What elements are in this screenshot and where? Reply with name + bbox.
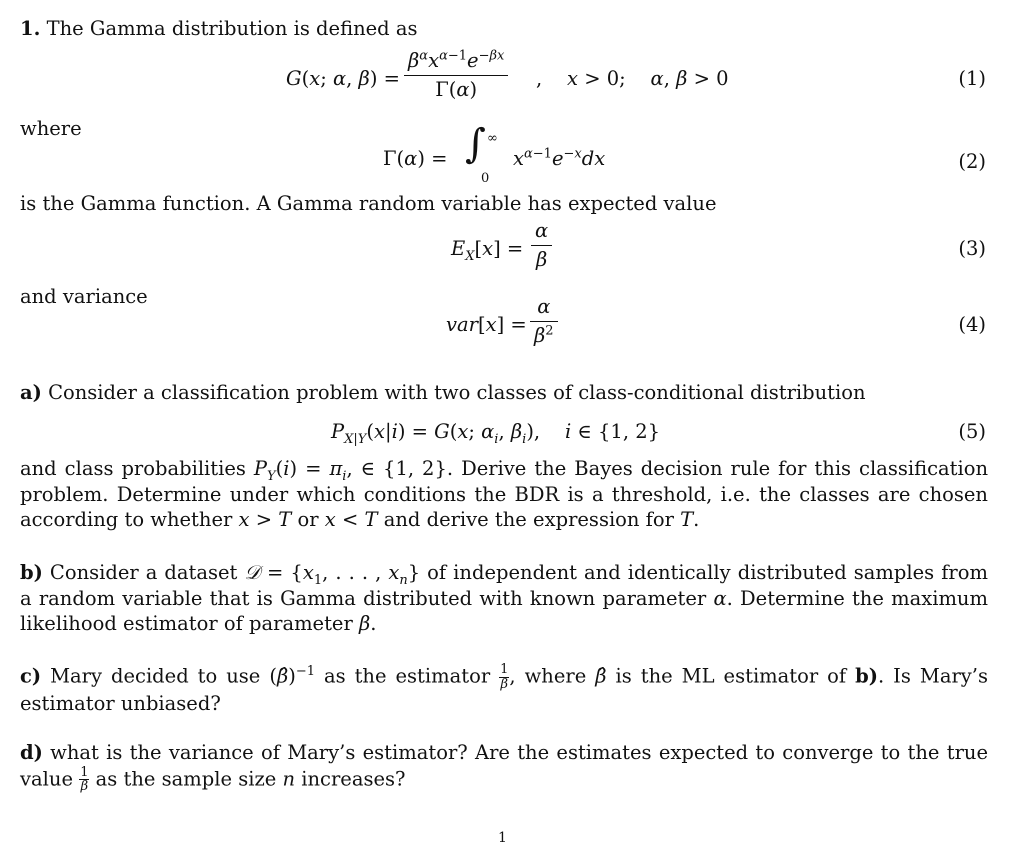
eq3-lhs: $E_X[x]$ = xyxy=(451,237,524,264)
eq3-fraction xyxy=(531,218,552,272)
part-d: d) what is the variance of Mary’s estimator? Are the estimates expected to converge to the true value $\frac{1}{\beta}$ as the sample size n increases? xyxy=(20,741,988,795)
part-b: b) Consider a dataset 𝒟 = {$x_1$, . . . , $x_n$} of independent and identically distributed samples from a random variable that is Gamma distributed with known parameter α. Determine the maximum likelihood estimator of parameter β. xyxy=(20,561,988,636)
eq4-fraction xyxy=(530,294,558,348)
eq1-number: (1) xyxy=(958,67,986,90)
eq3-number: (3) xyxy=(958,237,986,260)
eq2-lower-limit: 0 xyxy=(481,171,490,186)
part-a-text1: Consider a classification problem with two classes of class-conditional distribution xyxy=(48,381,866,404)
part-a-text2: and class probabilities $P_Y(i) = \pi_i$, ∈ {1, 2}. Derive the Bayes decision rule for this classification problem. Determine under which conditions the BDR is a threshold, i.e. the classes are chosen according to whether x > T or x < T and derive the expression for T. xyxy=(20,457,989,532)
eq4-lhs: var[x] = xyxy=(446,313,527,336)
eq1-denominator: Γ(α) xyxy=(435,77,478,101)
eq5-number: (5) xyxy=(958,420,986,443)
eq1-condition: , x > 0; α, β > 0 xyxy=(536,67,729,90)
eq1-numerator: $\beta^\alpha x^{\alpha-1}e^{-\beta x}$ xyxy=(404,48,508,76)
integral-sign: ∫ xyxy=(465,121,486,167)
eq1-fraction xyxy=(404,48,508,102)
part-c: c) Mary decided to use (β̂)$^{-1}$ as the estimator $\frac{1}{\beta}$ , where β̂ is the ML estimator of b). Is Mary’s estimator unbiased? xyxy=(20,662,989,716)
part-a-label: a) xyxy=(20,381,42,404)
one-over-beta-2: $\frac{1}{\beta}$ xyxy=(80,764,89,795)
eq2-lhs: Γ(α) = xyxy=(383,147,448,170)
part-b-label: b) xyxy=(20,561,43,584)
intro-text: The Gamma distribution is defined as xyxy=(46,17,418,40)
page-number: 1 xyxy=(498,830,507,846)
problem-intro xyxy=(20,16,988,42)
equation-1 xyxy=(286,50,986,106)
gamma-function-text: is the Gamma function. A Gamma random variable has expected value xyxy=(20,192,717,215)
one-over-beta: $\frac{1}{\beta}$ xyxy=(500,662,509,692)
part-a-intro xyxy=(20,380,988,406)
part-c-label: c) xyxy=(20,664,42,688)
equation-5: $P_{X|Y}(x|i) = G(x$; $\alpha_i$, $\beta_i$), i ∈ {1, 2} xyxy=(331,420,661,447)
eq1-lhs: G(x; α, β) = xyxy=(286,67,400,90)
where-text: where xyxy=(20,117,82,140)
eq2-integrand: $x^{\alpha-1}e^{-x}dx$ xyxy=(513,146,606,170)
eq4-numerator: α xyxy=(530,294,558,322)
eq4-number: (4) xyxy=(958,313,986,336)
eq4-denominator: $\beta^2$ xyxy=(534,323,554,347)
eq2-number: (2) xyxy=(958,150,986,173)
and-variance-text: and variance xyxy=(20,285,148,308)
part-d-label: d) xyxy=(20,741,43,764)
equation-4 xyxy=(446,295,646,352)
problem-number: 1. xyxy=(20,17,41,40)
equation-3 xyxy=(451,219,651,276)
equation-2 xyxy=(383,121,683,190)
eq3-denominator: β xyxy=(535,247,548,271)
eq3-numerator: α xyxy=(531,218,552,246)
eq2-upper-limit: ∞ xyxy=(487,131,498,146)
